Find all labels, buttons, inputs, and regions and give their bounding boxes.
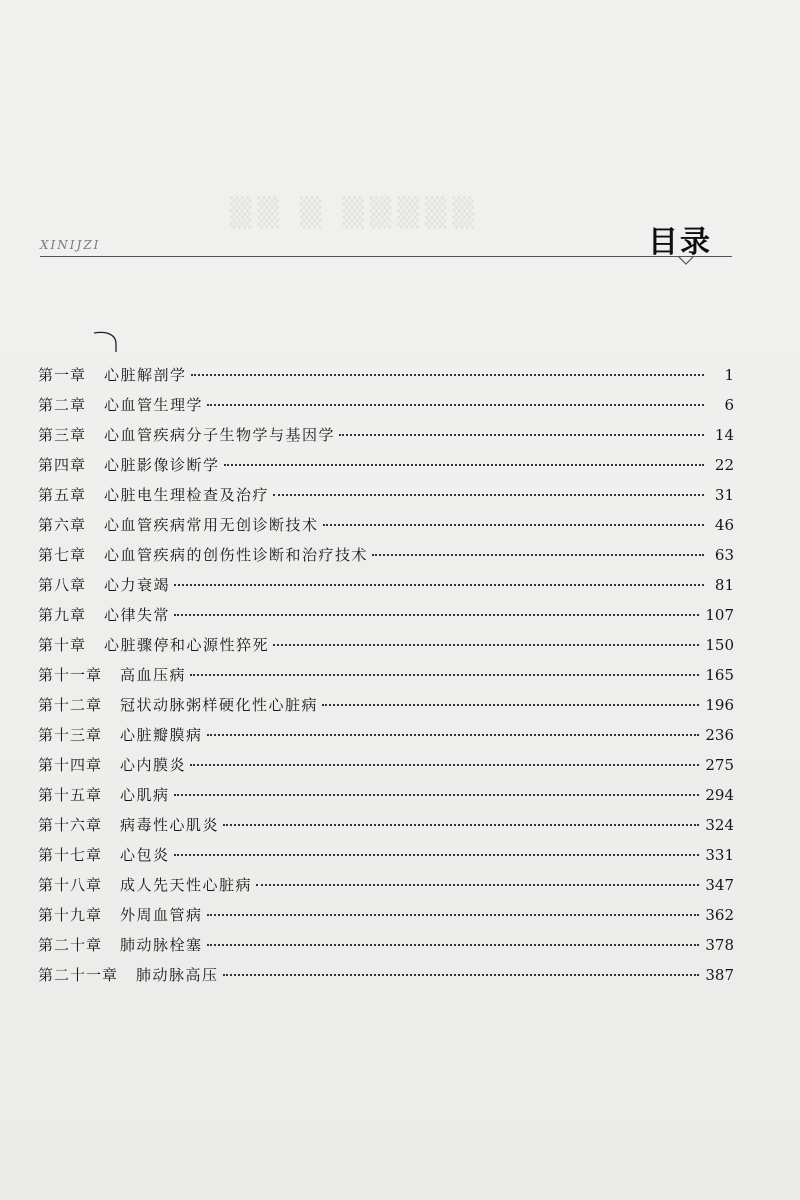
dot-leader [174, 584, 704, 586]
chapter-label: 第十六章 [38, 816, 103, 834]
page-header [0, 0, 800, 290]
dot-leader [207, 404, 704, 406]
chapter-label: 第十七章 [38, 846, 103, 864]
page-number: 150 [705, 636, 734, 654]
dot-leader [322, 704, 699, 706]
toc-entry[interactable] [38, 450, 734, 480]
chapter-title: 心血管疾病分子生物学与基因学 [104, 426, 336, 444]
toc-entry[interactable] [38, 870, 734, 900]
chapter-title: 高血压病 [120, 666, 187, 684]
chapter-title: 冠状动脉粥样硬化性心脏病 [120, 696, 319, 714]
page-number: 63 [714, 546, 734, 564]
page-number: 387 [705, 966, 734, 984]
chapter-title: 心脏影像诊断学 [104, 456, 220, 474]
chapter-title: 心脏骤停和心源性猝死 [104, 636, 270, 654]
toc-entry[interactable] [38, 600, 734, 630]
page-number: 6 [724, 396, 734, 414]
toc-entry[interactable] [38, 930, 734, 960]
page-number: 236 [705, 726, 734, 744]
dot-leader [191, 374, 704, 376]
chapter-title: 肺动脉高压 [136, 966, 219, 984]
dot-leader [207, 944, 700, 946]
chapter-label: 第二十章 [38, 936, 103, 954]
chapter-title: 心包炎 [120, 846, 170, 864]
chapter-label: 第十二章 [38, 696, 103, 714]
chapter-title: 肺动脉栓塞 [120, 936, 203, 954]
chapter-title: 心血管疾病的创伤性诊断和治疗技术 [104, 546, 369, 564]
page-number: 294 [705, 786, 734, 804]
chapter-title: 心律失常 [104, 606, 171, 624]
toc-entry[interactable] [38, 690, 734, 720]
toc-entry[interactable] [38, 960, 734, 990]
chapter-label: 第五章 [38, 486, 87, 504]
dot-leader [273, 494, 704, 496]
running-head-mark: XINIJZI [40, 238, 101, 252]
dot-leader [339, 434, 704, 436]
chapter-title: 心脏电生理检查及治疗 [104, 486, 270, 504]
page-number: 107 [705, 606, 734, 624]
dot-leader [223, 974, 700, 976]
dot-leader [223, 824, 699, 826]
page-number: 362 [705, 906, 734, 924]
toc-entry[interactable] [38, 900, 734, 930]
toc-entry[interactable] [38, 360, 734, 390]
chapter-label: 第十一章 [38, 666, 103, 684]
show-through-ghost: ▒▒ ▒ ▒▒▒▒▒ [230, 196, 481, 229]
dot-leader [174, 614, 699, 616]
dot-leader [207, 914, 700, 916]
chapter-label: 第二十一章 [38, 966, 119, 984]
chapter-label: 第六章 [38, 516, 87, 534]
dot-leader [174, 854, 700, 856]
chapter-label: 第八章 [38, 576, 87, 594]
chapter-title: 心肌病 [120, 786, 170, 804]
table-of-contents [38, 360, 734, 990]
toc-entry[interactable] [38, 810, 734, 840]
chapter-title: 心内膜炎 [120, 756, 187, 774]
dot-leader [207, 734, 700, 736]
dot-leader [372, 554, 704, 556]
page-title: 目录 [648, 225, 712, 260]
dot-leader [174, 794, 700, 796]
page-number: 81 [714, 576, 734, 594]
dot-leader [190, 764, 699, 766]
dot-leader [273, 644, 699, 646]
dot-leader [256, 884, 699, 886]
page-number: 22 [714, 456, 734, 474]
chapter-label: 第十五章 [38, 786, 103, 804]
chapter-label: 第十三章 [38, 726, 103, 744]
page-number: 14 [714, 426, 734, 444]
chapter-label: 第十九章 [38, 906, 103, 924]
page-number: 378 [705, 936, 734, 954]
page-number: 1 [724, 366, 734, 384]
bracket-corner-icon [92, 330, 122, 358]
toc-entry[interactable] [38, 480, 734, 510]
chapter-label: 第十章 [38, 636, 87, 654]
page-number: 196 [705, 696, 734, 714]
toc-entry[interactable] [38, 780, 734, 810]
toc-entry[interactable] [38, 570, 734, 600]
chapter-label: 第七章 [38, 546, 87, 564]
page-number: 324 [705, 816, 734, 834]
toc-entry[interactable] [38, 390, 734, 420]
chapter-label: 第九章 [38, 606, 87, 624]
chapter-label: 第十四章 [38, 756, 103, 774]
toc-entry[interactable] [38, 720, 734, 750]
toc-entry[interactable] [38, 840, 734, 870]
chapter-title: 病毒性心肌炎 [120, 816, 220, 834]
chapter-title: 心血管疾病常用无创诊断技术 [104, 516, 319, 534]
chapter-title: 心血管生理学 [104, 396, 204, 414]
toc-entry[interactable] [38, 630, 734, 660]
page-number: 31 [714, 486, 734, 504]
chapter-title: 成人先天性心脏病 [120, 876, 253, 894]
chapter-label: 第一章 [38, 366, 87, 384]
header-rule [40, 256, 732, 257]
page-number: 331 [705, 846, 734, 864]
dot-leader [224, 464, 704, 466]
chapter-title: 心力衰竭 [104, 576, 171, 594]
dot-leader [190, 674, 699, 676]
chapter-label: 第二章 [38, 396, 87, 414]
chapter-title: 心脏解剖学 [104, 366, 187, 384]
chapter-label: 第十八章 [38, 876, 103, 894]
chapter-label: 第三章 [38, 426, 87, 444]
toc-entry[interactable] [38, 420, 734, 450]
page-number: 347 [705, 876, 734, 894]
page-number: 275 [705, 756, 734, 774]
dot-leader [323, 524, 704, 526]
page-number: 46 [714, 516, 734, 534]
chapter-label: 第四章 [38, 456, 87, 474]
toc-entry[interactable] [38, 750, 734, 780]
chapter-title: 外周血管病 [120, 906, 203, 924]
page-number: 165 [705, 666, 734, 684]
toc-entry[interactable] [38, 540, 734, 570]
chapter-title: 心脏瓣膜病 [120, 726, 203, 744]
toc-entry[interactable] [38, 510, 734, 540]
toc-entry[interactable] [38, 660, 734, 690]
